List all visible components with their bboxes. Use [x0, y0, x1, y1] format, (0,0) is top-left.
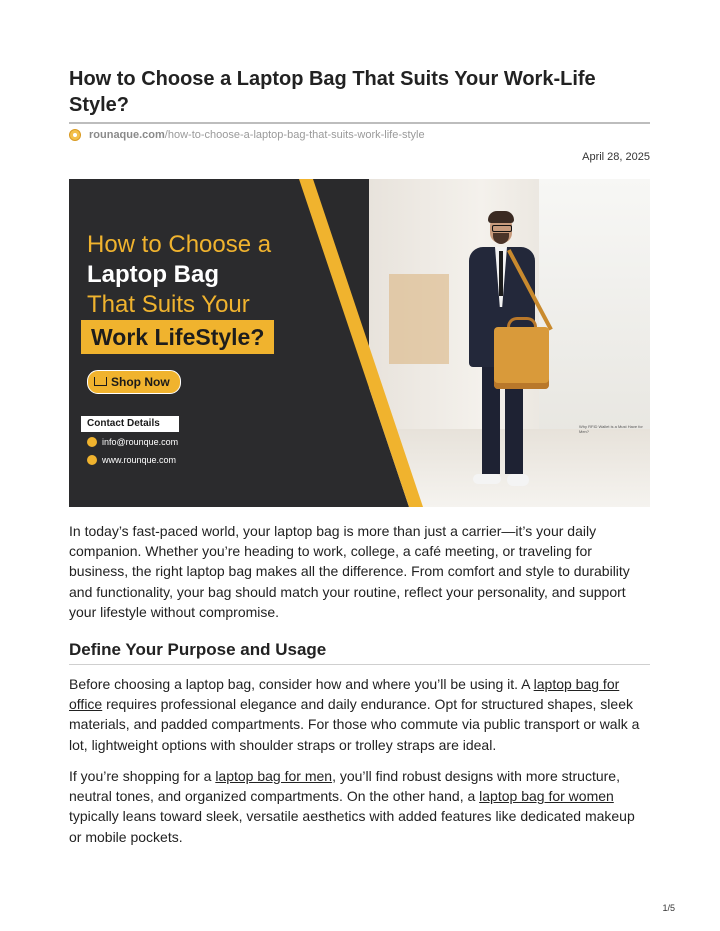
hero-banner-image [69, 179, 650, 507]
contact-email-text: info@rounque.com [102, 437, 179, 447]
section-paragraph-1 [69, 674, 650, 755]
contact-website [87, 455, 176, 465]
source-line [69, 129, 425, 141]
hero-line-1: How to Choose a [87, 231, 272, 258]
section-paragraph-2 [69, 766, 650, 847]
laptop-bag-for-women-link[interactable]: laptop bag for women [479, 788, 614, 805]
hero-line-4: Work LifeStyle? [81, 320, 274, 354]
site-favicon-icon [69, 129, 81, 141]
hero-line-2: Laptop Bag [87, 261, 219, 288]
hero-line-3: That Suits Your [87, 291, 250, 318]
laptop-bag-for-office-link[interactable]: laptop bag for office [69, 676, 620, 713]
laptop-bag-icon [494, 327, 549, 389]
p1-text-before: Before choosing a laptop bag, consider how and where you’ll be using it. A [69, 676, 534, 692]
shop-now-button[interactable] [87, 370, 181, 394]
email-icon [87, 437, 97, 447]
globe-icon [87, 455, 97, 465]
section-heading: Define Your Purpose and Usage [69, 640, 327, 659]
section-divider [69, 664, 650, 665]
p2-text-before: If you’re shopping for a [69, 768, 216, 784]
contact-details-title: Contact Details [81, 416, 179, 432]
page-indicator: 1/5 [662, 903, 675, 913]
hero-caption: Why RFID Wallet is a Must Have for Men? [579, 424, 643, 434]
p2-text-after: typically leans toward sleek, versatile aesthetics with added features like dedicated makeup or mobile pockets. [69, 808, 635, 845]
contact-email [87, 437, 178, 447]
cart-icon [94, 377, 107, 386]
source-link[interactable] [89, 129, 425, 141]
shop-now-label: Shop Now [111, 375, 170, 389]
p1-text-after: requires professional elegance and daily endurance. Opt for structured shapes, sleek materials, and padded compartments. For those who commute via public transport or walk a lot, lightweight options with shoulder straps or trolley straps are ideal. [69, 696, 640, 753]
source-domain: rounaque.com [89, 129, 165, 141]
title-divider [69, 122, 650, 124]
article-title: How to Choose a Laptop Bag That Suits Your Work-Life Style? [69, 68, 596, 116]
contact-website-text: www.rounque.com [102, 455, 177, 465]
laptop-bag-for-men-link[interactable]: laptop bag for men [215, 768, 333, 784]
p2-text-middle: , you’ll find robust designs with more structure, neutral tones, and organized compartments. On the other hand, a [69, 768, 620, 805]
source-path: /how-to-choose-a-laptop-bag-that-suits-work-life-style [164, 129, 425, 141]
intro-paragraph: In today’s fast-paced world, your laptop bag is more than just a carrier—it’s your daily companion. Whether you’re heading to work, college, a café meeting, or traveling for business, the right laptop bag makes all the difference. From comfort and style to durability and functionality, your bag should match your routine, reflect your personality, and support your lifestyle without compromise. [69, 523, 630, 620]
publish-date: April 28, 2025 [582, 151, 650, 163]
